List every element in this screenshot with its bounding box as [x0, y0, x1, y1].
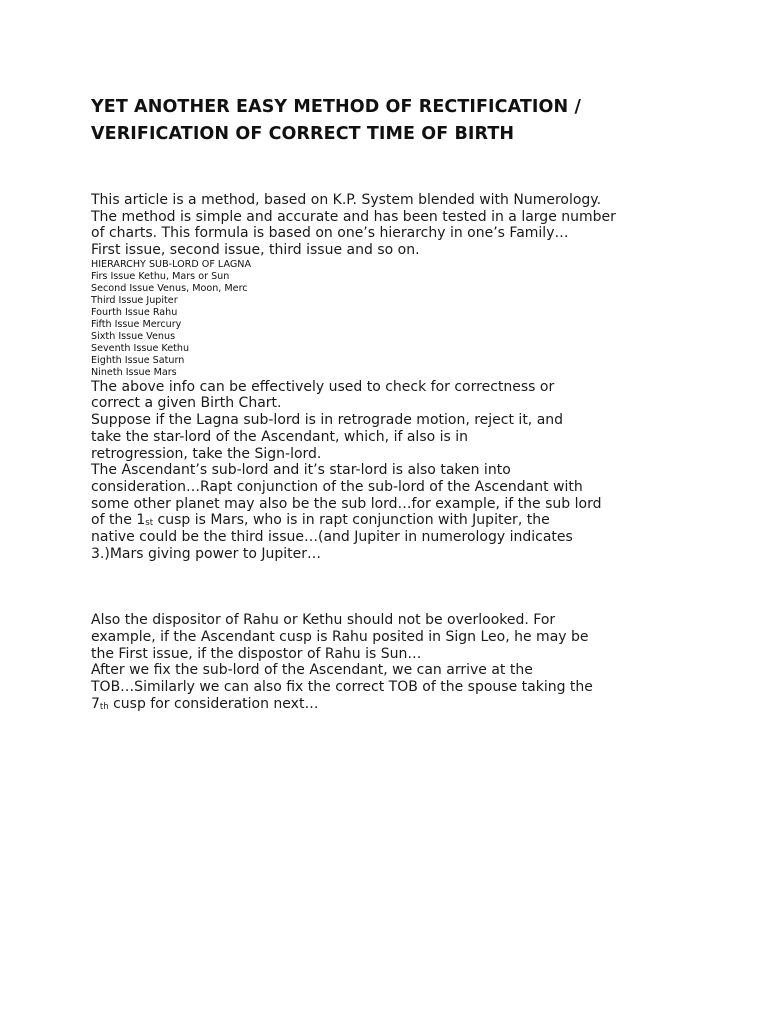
text-line: of charts. This formula is based on one’s hierarchy in one’s Family…: [91, 225, 569, 242]
hierarchy-item: Eighth Issue Saturn: [91, 354, 185, 366]
ordinal-suffix: st: [145, 518, 154, 529]
text-fragment: cusp is Mars, who is in rapt conjunction with Jupiter, the: [153, 512, 550, 529]
title-line: YET ANOTHER EASY METHOD OF RECTIFICATION /: [91, 97, 581, 117]
text-line: some other planet may also be the sub lord…for example, if the sub lord: [91, 495, 602, 512]
text-line: The above info can be effectively used to check for correctness or: [91, 378, 555, 395]
text-line-cusp: [91, 696, 731, 713]
text-line: After we fix the sub-lord of the Ascendant, we can arrive at the: [91, 662, 533, 679]
text-line: Suppose if the Lagna sub-lord is in retrograde motion, reject it, and: [91, 412, 564, 429]
hierarchy-item: Sixth Issue Venus: [91, 330, 176, 342]
text-line: consideration…Rapt conjunction of the sub-lord of the Ascendant with: [91, 478, 583, 495]
text-line-cusp: [91, 512, 731, 529]
hierarchy-item: Second Issue Venus, Moon, Merc: [91, 282, 248, 294]
text-line: Also the dispositor of Rahu or Kethu should not be overlooked. For: [91, 612, 556, 629]
intro-paragraph: [91, 192, 731, 259]
title-line: VERIFICATION OF CORRECT TIME OF BIRTH: [91, 124, 515, 144]
text-line: correct a given Birth Chart.: [91, 395, 282, 412]
text-line: This article is a method, based on K.P. System blended with Numerology.: [91, 192, 602, 208]
text-fragment: 7: [91, 695, 100, 712]
text-line: The Ascendant’s sub-lord and it’s star-lord is also taken into: [91, 462, 511, 479]
text-line: 3.)Mars giving power to Jupiter…: [91, 545, 322, 562]
article-title: [91, 94, 731, 148]
explanation-paragraph: [91, 379, 731, 563]
text-line: TOB…Similarly we can also fix the correct TOB of the spouse taking the: [91, 679, 593, 696]
hierarchy-heading: HIERARCHY SUB-LORD OF LAGNA: [91, 258, 252, 270]
dispositor-paragraph: [91, 612, 731, 712]
text-line: the First issue, if the dispostor of Rahu is Sun…: [91, 645, 422, 662]
hierarchy-item: Fifth Issue Mercury: [91, 318, 182, 330]
text-line: take the star-lord of the Ascendant, which, if also is in: [91, 428, 469, 445]
spacer: [91, 562, 731, 612]
hierarchy-item: Firs Issue Kethu, Mars or Sun: [91, 270, 230, 282]
hierarchy-item: Third Issue Jupiter: [91, 294, 178, 306]
article-body: [91, 192, 731, 712]
text-fragment: of the 1: [91, 512, 146, 529]
text-line: retrogression, take the Sign-lord.: [91, 445, 322, 462]
hierarchy-item: Seventh Issue Kethu: [91, 342, 190, 354]
text-line: First issue, second issue, third issue and so on.: [91, 242, 420, 259]
text-line: native could be the third issue…(and Jupiter in numerology indicates: [91, 528, 573, 545]
hierarchy-list: [91, 259, 731, 379]
ordinal-suffix: th: [99, 701, 109, 712]
hierarchy-item: Nineth Issue Mars: [91, 366, 177, 378]
text-line: The method is simple and accurate and has been tested in a large number: [91, 208, 616, 225]
text-fragment: cusp for consideration next…: [108, 695, 319, 712]
hierarchy-item: Fourth Issue Rahu: [91, 306, 178, 318]
text-line: example, if the Ascendant cusp is Rahu posited in Sign Leo, he may be: [91, 629, 589, 645]
